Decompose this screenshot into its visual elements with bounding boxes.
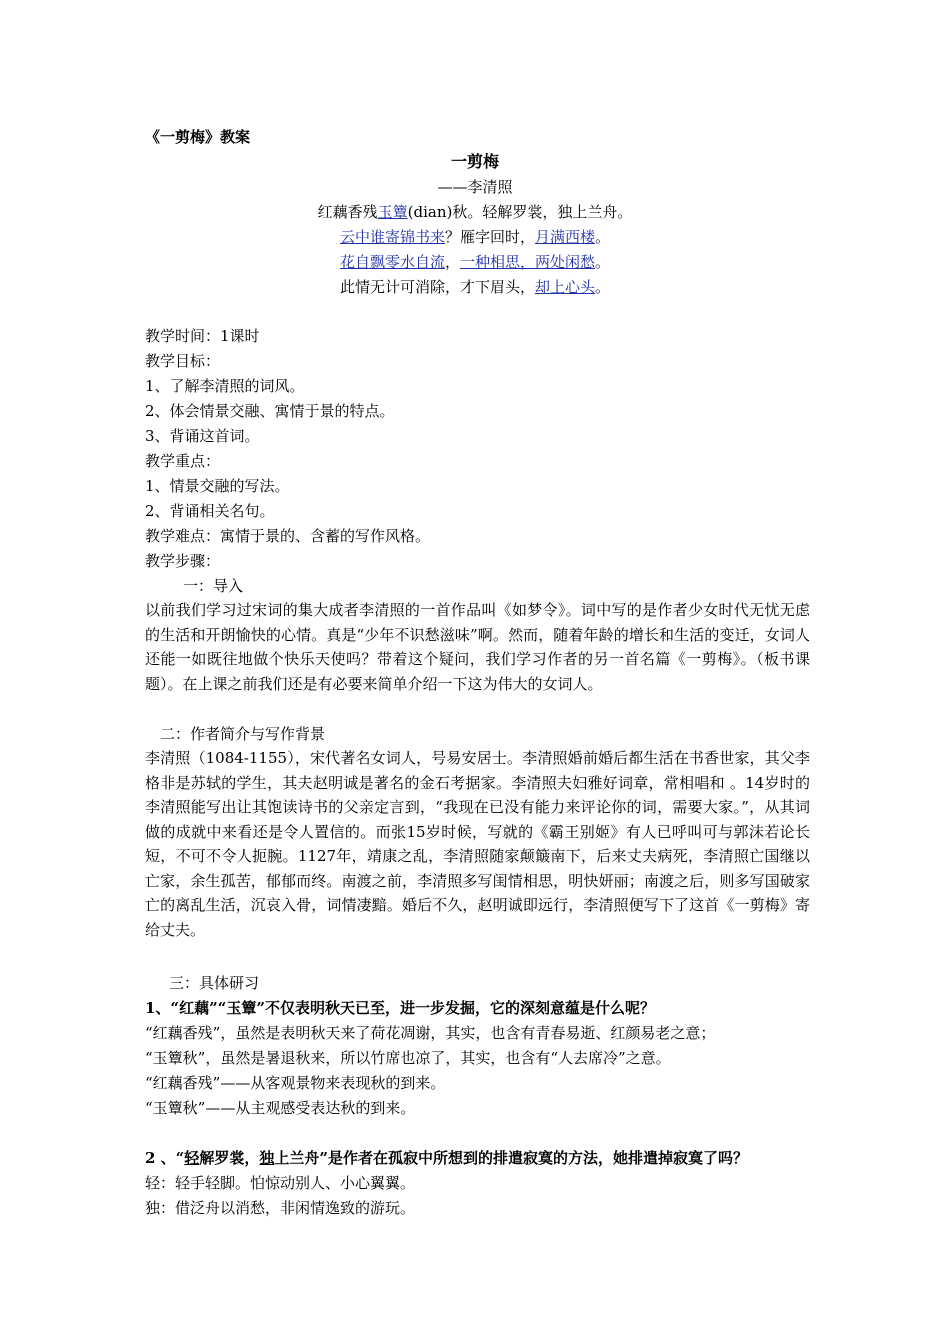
poem-title: 一剪梅 <box>450 152 499 171</box>
answer-2-line-2: 独：借泛舟以消愁，非闲情逸致的游玩。 <box>145 1199 416 1217</box>
goals-heading: 教学目标： <box>145 352 221 370</box>
poem-line-2: 云中谁寄锦书来？雁字回时，月满西楼。 <box>339 228 611 246</box>
doc-title: 《一剪梅》教案 <box>145 128 251 146</box>
goal-1: 1、了解李清照的词风。 <box>145 377 305 395</box>
answer-1-line-2: “玉簟秋”，虽然是暑退秋来，所以竹席也凉了，其实，也含有“人去席冷”之意。 <box>145 1049 671 1067</box>
poem-link-yunzhong[interactable]: 云中谁寄锦书来 <box>339 228 445 246</box>
goal-3: 3、背诵这首词。 <box>145 427 260 445</box>
poem-link-yueman[interactable]: 月满西楼 <box>535 228 596 246</box>
poem-link-yudian[interactable]: 玉簟 <box>377 203 408 221</box>
question-1: 1、“红藕”“玉簟”不仅表明秋天已至，进一步发掘，它的深刻意蕴是什么呢？ <box>145 999 655 1017</box>
poem-link-yizhong[interactable]: 一种相思，两处闲愁 <box>460 253 596 271</box>
goal-2: 2、体会情景交融、寓情于景的特点。 <box>145 402 395 420</box>
difficulty: 教学难点：寓情于景的、含蓄的写作风格。 <box>145 527 431 545</box>
section-1-text: 以前我们学习过宋词的集大成者李清照的一首作品叫《如梦令》。词中写的是作者少女时代无忧无虑的生活和开朗愉快的心情。真是“少年不识愁滋味”啊。然而，随着年龄的增长和生活的变迁，女词人还能一如既往地做个快乐天使吗？带着这个疑问，我们学习作者的另一首名篇《一剪梅》。（板书课题）。在上课之前我们还是有必要来简单介绍一下这为伟大的女词人。 <box>145 601 810 693</box>
question-2: 2 、“轻解罗裳，独上兰舟”是作者在孤寂中所想到的排遣寂寞的方法，她排遣掉寂寞了吗？ <box>145 1149 748 1167</box>
poem-link-huazi[interactable]: 花自飘零水自流 <box>339 253 445 271</box>
poem-line-3: 花自飘零水自流，一种相思，两处闲愁。 <box>339 253 611 271</box>
answer-2-line-1: 轻：轻手轻脚。怕惊动别人、小心翼翼。 <box>145 1174 416 1192</box>
section-3-heading: 三：具体研习 <box>169 974 260 992</box>
poem-line-4: 此情无计可消除，才下眉头，却上心头。 <box>339 278 611 296</box>
section-2-text: 李清照（1084-1155），宋代著名女词人，号易安居士。李清照婚前婚后都生活在书香世家，其父李格非是苏轼的学生，其夫赵明诚是著名的金石考据家。李清照夫妇雅好词章，常相唱和 。14岁时的李清照能写出让其饱读诗书的父亲定言到，“我现在已没有能力来评论你的词，需要大家。”，从其词做的成就中来看还是令人置信的。而张15岁时候，写就的《霸王别姬》有人已呼叫可与郭沫若论长短，不可不令人扼腕。1127年，靖康之乱，李清照随家颠簸南下，后来丈夫病死，李清照亡国继以亡家，余生孤苦，郁郁而终。南渡之前，李清照多写闺情相思，明快妍丽；南渡之后，则多写国破家亡的离乱生活，沉哀入骨，词情凄黯。婚后不久，赵明诚即远行，李清照便写下了这首《一剪梅》寄给丈夫。 <box>145 749 810 939</box>
answer-1-line-3: “红藕香残”——从客观景物来表现秋的到来。 <box>145 1074 446 1092</box>
section-1-heading: 一：导入 <box>183 577 244 595</box>
key-2: 2、背诵相关名句。 <box>145 502 275 520</box>
teaching-time: 教学时间：1课时 <box>145 327 260 345</box>
poem-author: ——李清照 <box>437 178 513 196</box>
poem-line-1: 红藕香残玉簟(dian)秋。轻解罗裳，独上兰舟。 <box>317 203 633 221</box>
key-1: 1、情景交融的写法。 <box>145 477 290 495</box>
key-heading: 教学重点： <box>145 452 221 470</box>
answer-1-line-1: “红藕香残”，虽然是表明秋天来了荷花凋谢，其实，也含有青春易逝、红颜易老之意； <box>145 1024 716 1042</box>
steps-heading: 教学步骤： <box>145 552 221 570</box>
answer-1-line-4: “玉簟秋”——从主观感受表达秋的到来。 <box>145 1099 416 1117</box>
section-2-heading: 二：作者简介与写作背景 <box>160 725 326 743</box>
poem-link-queshang[interactable]: 却上心头 <box>534 278 595 296</box>
